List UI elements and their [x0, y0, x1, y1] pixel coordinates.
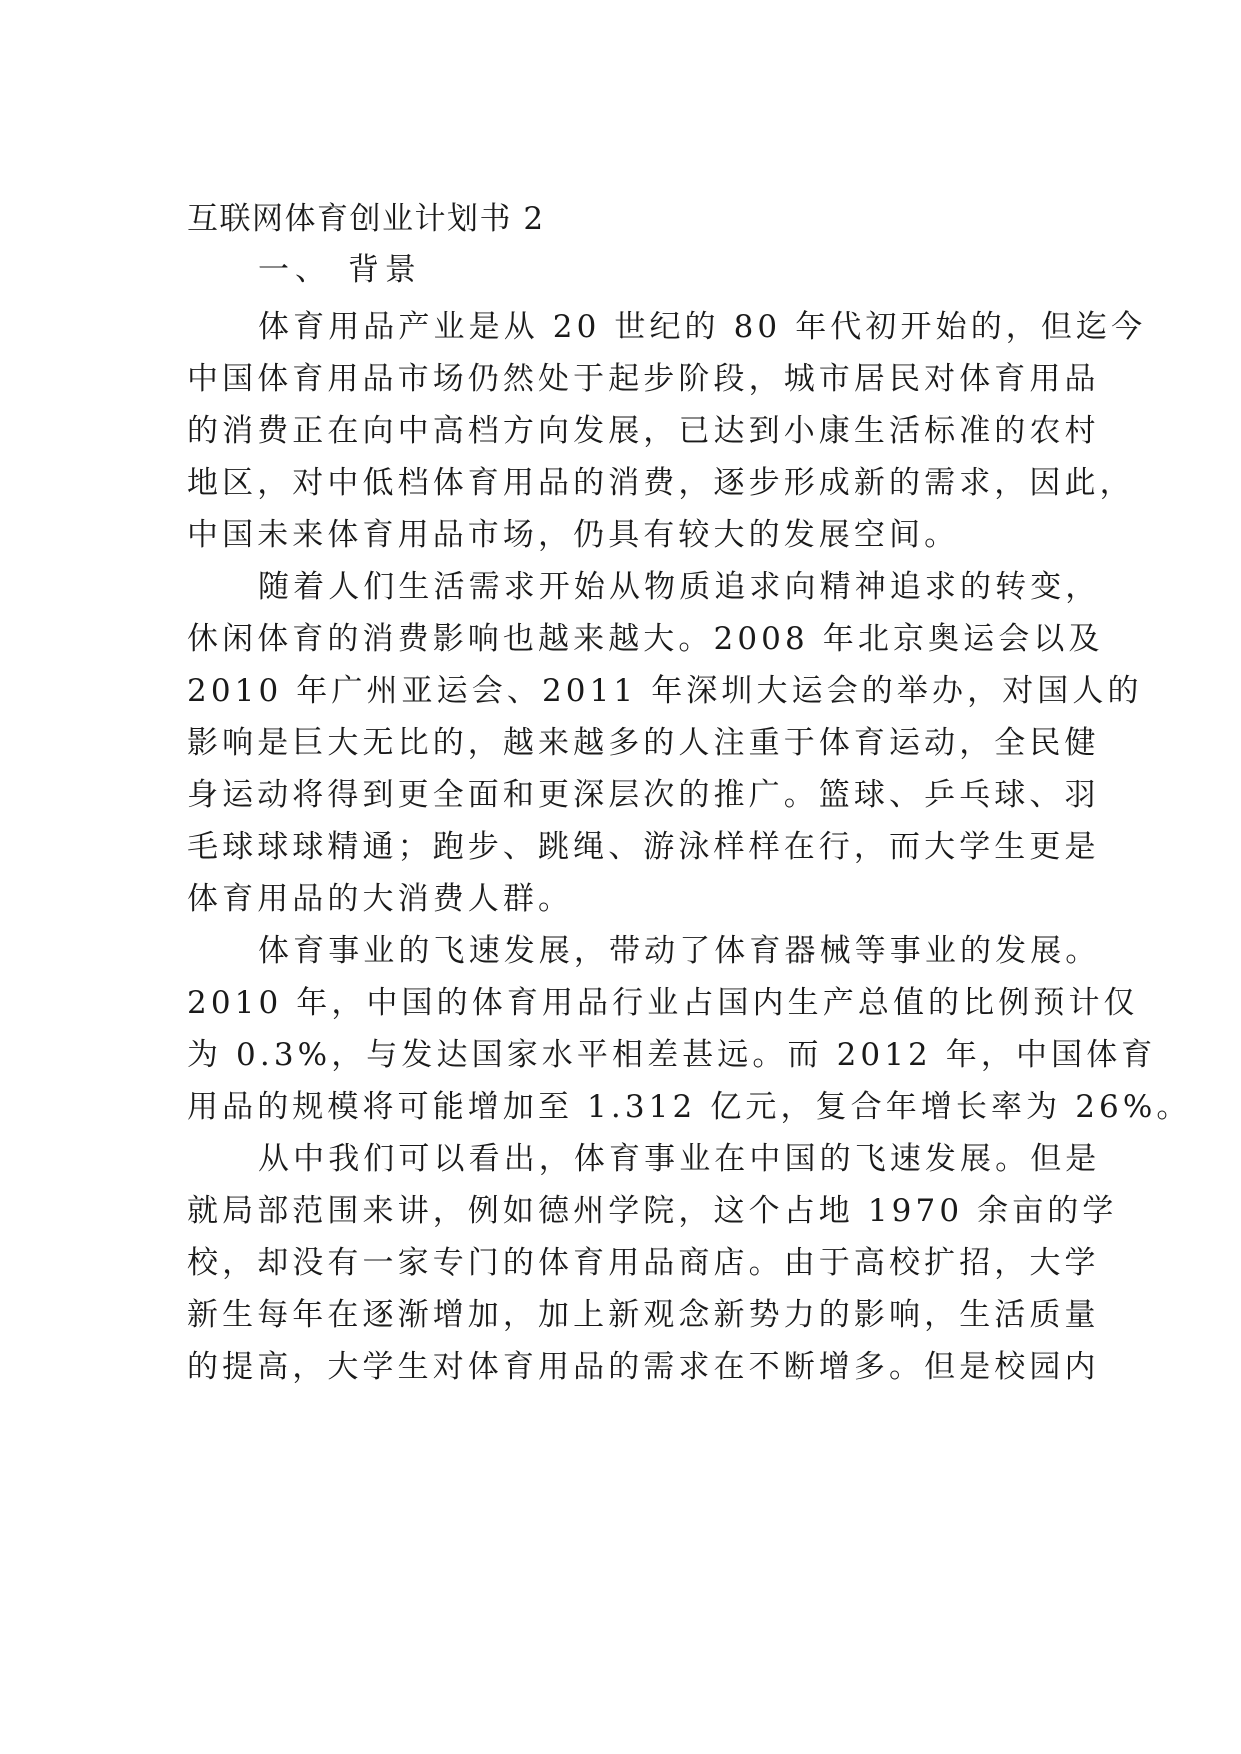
paragraph-line: 2010 年，中国的体育用品行业占国内生产总值的比例预计仅 [187, 985, 1139, 1021]
paragraph-line: 2010 年广州亚运会、2011 年深圳大运会的举办，对国人的 [187, 673, 1143, 709]
paragraph-line: 体育用品产业是从 20 世纪的 80 年代初开始的，但迄今 [258, 309, 1147, 345]
paragraph-line: 影响是巨大无比的，越来越多的人注重于体育运动，全民健 [187, 725, 1100, 761]
paragraph-line: 体育用品的大消费人群。 [187, 881, 574, 917]
paragraph-line: 休闲体育的消费影响也越来越大。2008 年北京奥运会以及 [187, 621, 1104, 657]
paragraph-line: 中国未来体育用品市场，仍具有较大的发展空间。 [187, 517, 960, 553]
paragraph-line: 的消费正在向中高档方向发展，已达到小康生活标准的农村 [187, 413, 1100, 449]
paragraph-line: 的提高，大学生对体育用品的需求在不断增多。但是校园内 [187, 1349, 1100, 1385]
paragraph-line: 就局部范围来讲，例如德州学院，这个占地 1970 余亩的学 [187, 1193, 1118, 1229]
paragraph-line: 为 0.3%，与发达国家水平相差甚远。而 2012 年，中国体育 [187, 1037, 1157, 1073]
paragraph-line: 从中我们可以看出，体育事业在中国的飞速发展。但是 [258, 1141, 1101, 1177]
paragraph-line: 身运动将得到更全面和更深层次的推广。篮球、乒乓球、羽 [187, 777, 1100, 813]
paragraph-line: 地区，对中低档体育用品的消费，逐步形成新的需求，因此， [187, 465, 1135, 501]
paragraph-line: 毛球球球精通；跑步、跳绳、游泳样样在行，而大学生更是 [187, 829, 1100, 865]
paragraph-line: 校，却没有一家专门的体育用品商店。由于高校扩招，大学 [187, 1245, 1100, 1281]
document-title: 互联网体育创业计划书 2 [187, 201, 545, 237]
section-heading: 一、 背景 [258, 252, 422, 288]
paragraph-line: 新生每年在逐渐增加，加上新观念新势力的影响，生活质量 [187, 1297, 1100, 1333]
paragraph-line: 体育事业的飞速发展，带动了体育器械等事业的发展。 [258, 933, 1101, 969]
paragraph-line: 中国体育用品市场仍然处于起步阶段，城市居民对体育用品 [187, 361, 1100, 397]
paragraph-line: 用品的规模将可能增加至 1.312 亿元，复合年增长率为 26%。 [187, 1089, 1192, 1125]
paragraph-line: 随着人们生活需求开始从物质追求向精神追求的转变， [258, 569, 1101, 605]
